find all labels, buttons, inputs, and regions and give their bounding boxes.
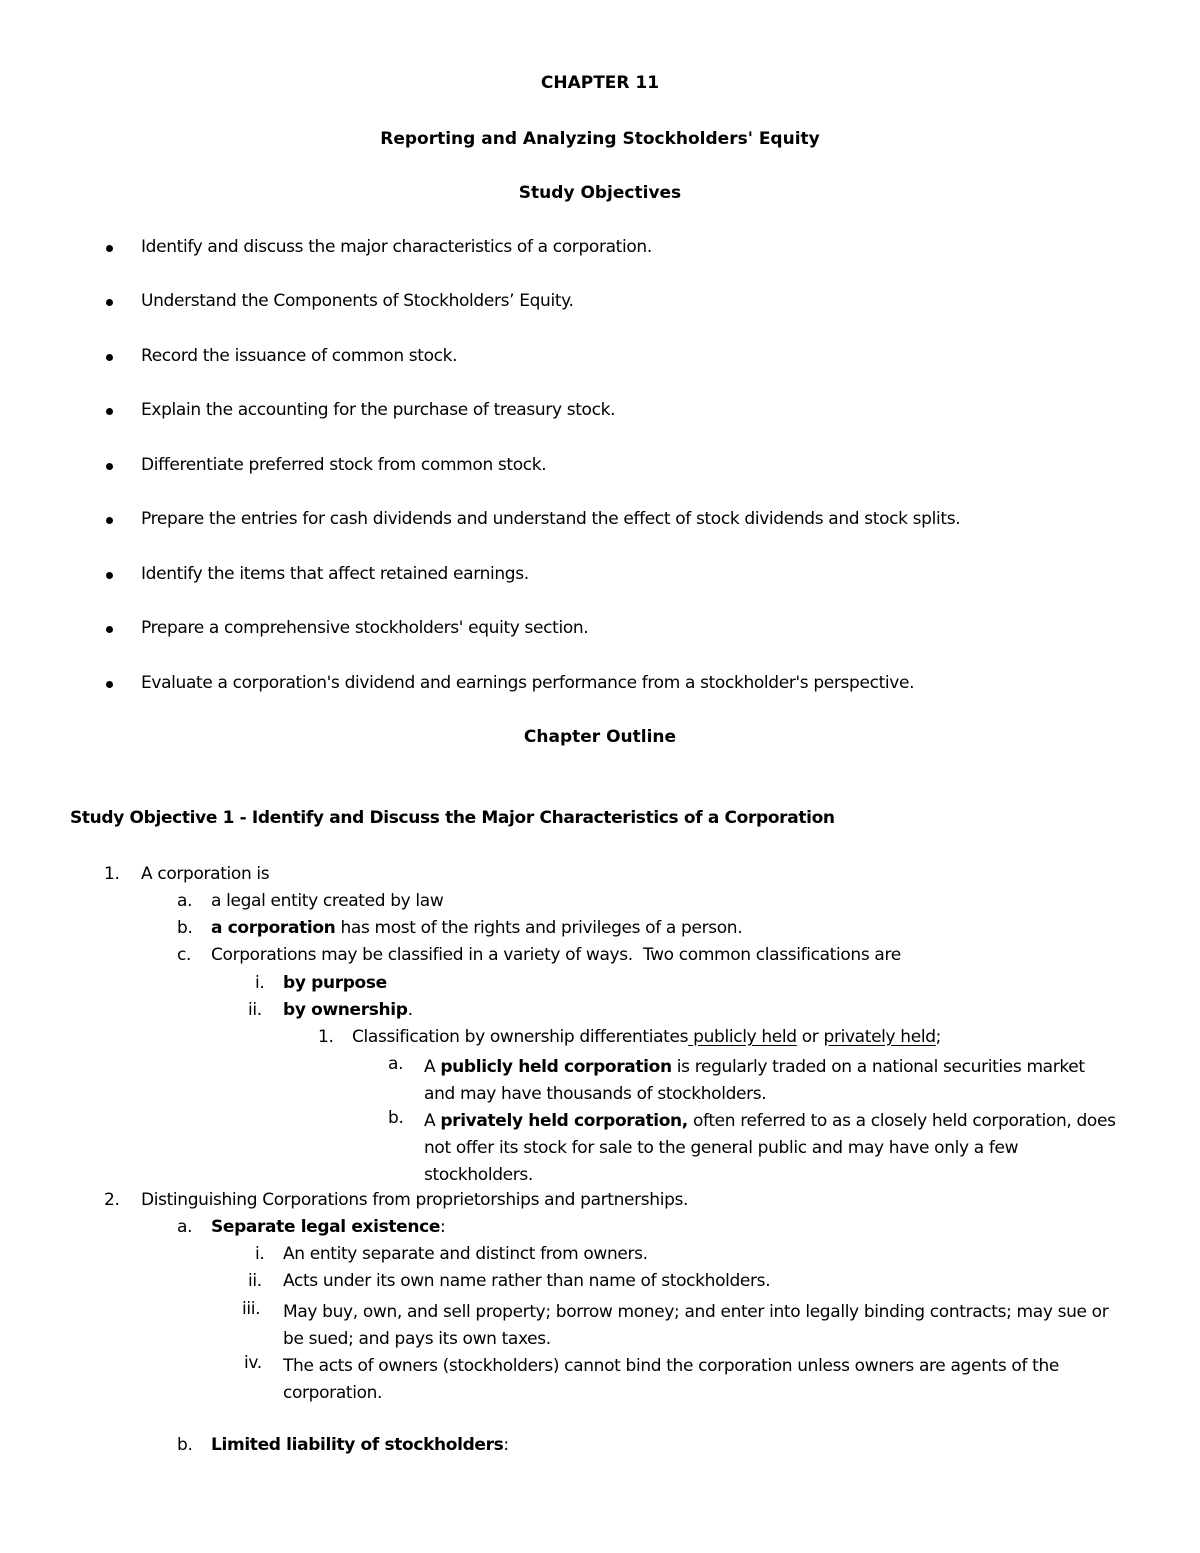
study-objectives-heading: Study Objectives <box>518 183 682 203</box>
chapter-title: Reporting and Analyzing Stockholders' Equity <box>380 129 820 149</box>
list-marker: iii. <box>242 1299 261 1319</box>
outline-item-2: Distinguishing Corporations from proprietorships and partnerships. <box>141 1190 689 1210</box>
list-marker: ii. <box>248 1000 262 1020</box>
bullet-icon <box>106 572 113 579</box>
outline-item-2b: Limited liability of stockholders: <box>211 1435 509 1455</box>
list-marker: b. <box>177 1435 193 1455</box>
outline-item-1a: a legal entity created by law <box>211 891 444 911</box>
bullet-icon <box>106 517 113 524</box>
bullet-icon <box>106 245 113 252</box>
bullet-icon <box>106 299 113 306</box>
outline-item-2a: Separate legal existence: <box>211 1217 446 1237</box>
outline-item-1c-i: by purpose <box>283 973 387 993</box>
study-objective-1-heading: Study Objective 1 - Identify and Discuss the Major Characteristics of a Corporation <box>70 808 835 828</box>
list-marker: i. <box>255 973 265 993</box>
bullet-icon <box>106 681 113 688</box>
list-marker: ii. <box>248 1271 262 1291</box>
list-marker: a. <box>177 891 193 911</box>
bullet-icon <box>106 408 113 415</box>
list-marker: 2. <box>104 1190 120 1210</box>
list-marker: iv. <box>244 1353 262 1373</box>
chapter-number: CHAPTER 11 <box>540 73 660 93</box>
outline-item-2a-iv: The acts of owners (stockholders) cannot bind the corporation unless owners are agents of the corporation. <box>283 1356 1059 1403</box>
bullet-icon <box>106 626 113 633</box>
outline-item-2a-i: An entity separate and distinct from owners. <box>283 1244 648 1264</box>
chapter-outline-heading: Chapter Outline <box>523 727 677 747</box>
outline-item-2a-iii: May buy, own, and sell property; borrow money; and enter into legally binding contracts; may sue or be sued; and pays its own taxes. <box>283 1302 1109 1349</box>
outline-item-1: A corporation is <box>141 864 270 884</box>
outline-item-1c-ii: by ownership. <box>283 1000 413 1020</box>
list-marker: b. <box>388 1108 404 1128</box>
outline-item-1c: Corporations may be classified in a variety of ways. Two common classifications are <box>211 945 901 965</box>
outline-item-1b: a corporation has most of the rights and privileges of a person. <box>211 918 743 938</box>
list-marker: 1. <box>318 1027 334 1047</box>
bullet-icon <box>106 354 113 361</box>
outline-item-privately-held: A privately held corporation, often referred to as a closely held corporation, does not offer its stock for sale to the general public and may have only a few stockholders. <box>424 1111 1116 1185</box>
list-marker: i. <box>255 1244 265 1264</box>
list-marker: a. <box>177 1217 193 1237</box>
list-marker: c. <box>177 945 192 965</box>
outline-item-publicly-held: A publicly held corporation is regularly traded on a national securities market and may have thousands of stockholders. <box>424 1057 1085 1104</box>
list-marker: a. <box>388 1054 404 1074</box>
outline-item-1c-ii-1: Classification by ownership differentiates publicly held or privately held; <box>352 1027 942 1047</box>
bullet-icon <box>106 463 113 470</box>
document-page: CHAPTER 11 Reporting and Analyzing Stockholders' Equity Study Objectives Identify and discuss the major characteristics of a corporation. Understand the Components of Stockholders’ Equity. Record the issuance of common stock. Explain the accounting for the purchase of treasury stock. Differentiate preferred stock from common stock. Prepare the entries for cash dividends and understand the effect of stock dividends and stock splits. Identify the items that affect retained earnings. Prepare a comprehensive stockholders' equity section. Evaluate a corporation's dividend and earnings performance from a stockholder's perspective. Chapter Outline Study Objective 1 - Identify and Discuss the Major Characteristics of a Corporation 1. A corporation is a. a legal entity created by law b. a corporation has most of the rights and privileges of a person. c. Corporations may be classified in a variety of ways. Two common classifications are i. by purpose ii. by ownership. 1. Classification by ownership differentiates publicly held or privately held; a. A publicly held corporation is regularly traded on a national securities market and may have thousands of stockholders. b. A privately held corporation, often referred to as a closely held corporation, does not offer its stock for sale to the general public and may have only a few stockholders. 2. Distinguishing Corporations from proprietorships and partnerships. a. Separate legal existence: i. An entity separate and distinct from owners. ii. Acts under its own name rather than name of stockholders. iii. May buy, own, and sell property; borrow money; and enter into legally binding contracts; may sue or be sued; and pays its own taxes. iv. The acts of owners (stockholders) cannot bind the corporation unless owners are agents of the corporation. b. Limited liability of stockholders: <box>0 0 1200 1553</box>
list-marker: b. <box>177 918 193 938</box>
list-marker: 1. <box>104 864 120 884</box>
outline-item-2a-ii: Acts under its own name rather than name of stockholders. <box>283 1271 771 1291</box>
